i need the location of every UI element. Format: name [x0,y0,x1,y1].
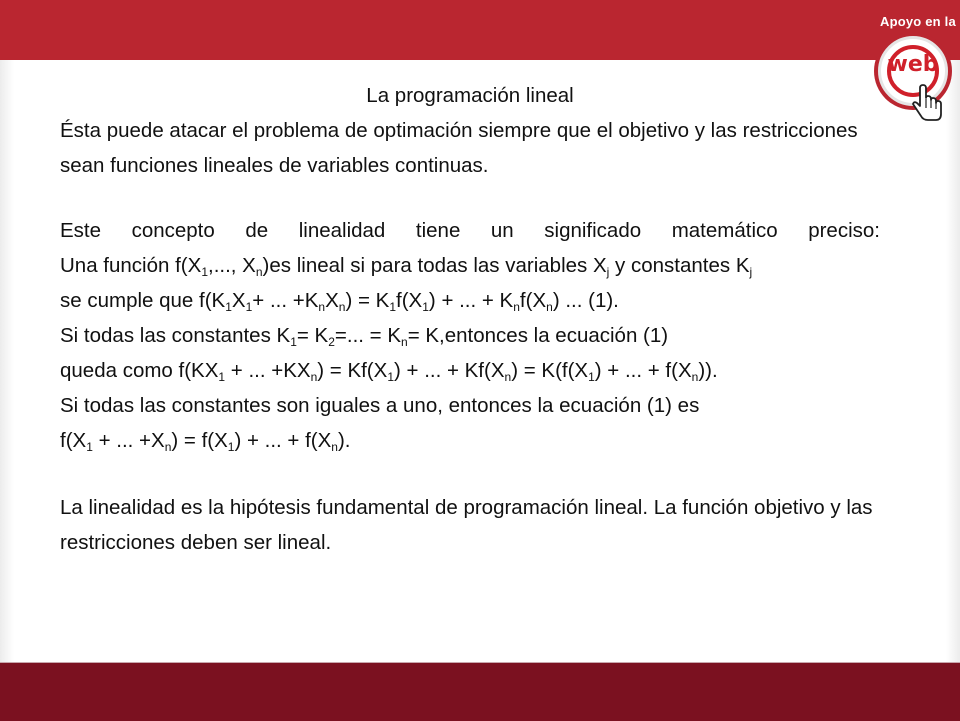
additivity-equation: $f(X_1$ + ... $+X_n) = f(X_1)$ + ... + $f(X_n)$. [60,429,351,454]
unit-constants-line: Si todas las constantes son iguales a uno, entonces la ecuación (1) es [60,394,700,417]
constants-line: Si todas las constantes $K_1= K_2=$... = $K_n=$ K,entonces la ecuación (1) [60,324,669,349]
spacer [60,458,880,490]
header-bar [0,0,960,60]
intro-paragraph: Ésta puede atacar el problema de optimación siempre que el objetivo y las restricciones sean funciones lineales de variables continuas. [60,119,858,177]
logo-caption: Apoyo en la [880,14,956,29]
footer-bar [0,662,960,721]
logo-word: web [887,52,939,77]
slide-title: La programación lineal [366,84,574,107]
definition-line: Una función $f(X_1$,..., $X_n)es$ lineal si para todas las variables $X_j$ y constantes $K_j$ [60,254,753,279]
concept-line: Este concepto de linealidad tiene un significado matemático preciso: [60,219,880,242]
cursor-hand-icon [910,84,944,124]
homogeneity-equation: queda como $f(KX_1$ + ... $+KX_n) = Kf(X_1)$ + ... + $Kf(X_n) = K(f(X_1)$ + ... + $f(X_n)$). [60,359,718,384]
linearity-equation: se cumple que $f(K_1X_1+$ ... $+K_nX_n) = K_1f(X_1)$ + ... + $K_nf(X_n)$ ... (1). [60,289,619,314]
spacer [60,183,880,213]
conclusion-paragraph: La linealidad es la hipótesis fundamental de programación lineal. La función objetivo y las restricciones deben ser lineal. [60,496,873,554]
slide-content [60,78,880,560]
